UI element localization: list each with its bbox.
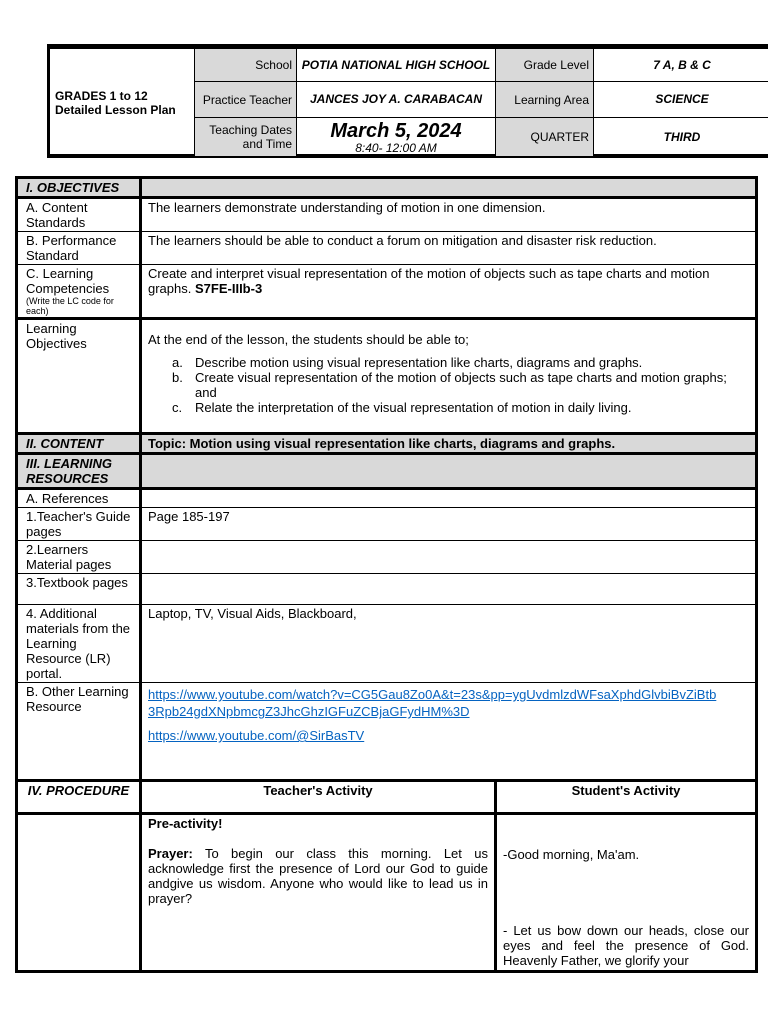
references-value — [141, 489, 757, 508]
competencies-code: S7FE-IIIb-3 — [195, 281, 263, 296]
lesson-plan-header — [47, 44, 768, 158]
list-item: b. Create visual representation of the motion of objects such as tape charts and motion graphs; and — [172, 370, 727, 400]
teacher-label: Practice Teacher — [195, 82, 297, 118]
learners-material-label: 2.Learners Material pages — [17, 541, 141, 574]
content-standards-label: A. Content Standards — [17, 198, 141, 232]
other-resource-cell — [141, 683, 757, 781]
student-activity-header: Student's Activity — [496, 781, 757, 814]
textbook-value — [141, 574, 757, 605]
procedure-empty-cell — [17, 814, 141, 972]
grades-subtitle: Detailed Lesson Plan — [55, 102, 176, 117]
other-resource-label: B. Other Learning Resource — [17, 683, 141, 781]
procedure-heading: IV. PROCEDURE — [17, 781, 141, 814]
quarter-value: THIRD — [594, 118, 768, 157]
competencies-text: Create and interpret visual representation of the motion of objects such as tape charts and motion graphs. — [148, 266, 710, 296]
teacher-activity-cell — [141, 814, 496, 972]
teaching-time: 8:40- 12:00 AM — [355, 140, 437, 155]
pre-activity-heading: Pre-activity! — [148, 816, 223, 831]
grade-level-value: 7 A, B & C — [594, 49, 768, 82]
teacher-value: JANCES JOY A. CARABACAN — [297, 82, 496, 118]
competencies-cell — [141, 265, 757, 319]
teaching-date-cell — [297, 118, 496, 157]
quarter-label: QUARTER — [496, 118, 594, 157]
content-topic: Topic: Motion using visual representation like charts, diagrams and graphs. — [141, 434, 757, 454]
resources-heading-fill — [141, 454, 757, 489]
learning-objectives-list — [148, 355, 749, 415]
objectives-heading: I. OBJECTIVES — [17, 178, 141, 198]
list-item: a. Describe motion using visual representation like charts, diagrams and graphs. — [172, 355, 643, 370]
prayer-label: Prayer: — [148, 846, 193, 861]
teaching-date: March 5, 2024 — [330, 119, 462, 142]
learning-objectives-label: Learning Objectives — [17, 319, 141, 434]
prayer-text: To begin our class this morning. Let us acknowledge first the presence of Lord our God to guide andgive us wisdom. Anyone who would like to lead us in prayer? — [148, 846, 488, 906]
student-reply-greeting: -Good morning, Ma'am. — [503, 847, 640, 862]
resources-heading: III. LEARNING RESOURCES — [17, 454, 141, 489]
performance-label: B. Performance Standard — [17, 232, 141, 265]
textbook-label: 3.Textbook pages — [17, 574, 141, 605]
objectives-heading-fill — [141, 178, 757, 198]
school-label: School — [195, 49, 297, 82]
grades-title-cell — [50, 49, 195, 157]
competencies-label: C. Learning Competencies — [26, 266, 110, 296]
content-heading: II. CONTENT — [17, 434, 141, 454]
grade-level-label: Grade Level — [496, 49, 594, 82]
competencies-note: (Write the LC code for each) — [26, 296, 114, 316]
learning-area-value: SCIENCE — [594, 82, 768, 118]
student-reply-prayer: - Let us bow down our heads, close our eyes and feel the presence of God. Heavenly Father, we glorify your — [503, 923, 749, 968]
learning-objectives-cell — [141, 319, 757, 434]
learning-area-label: Learning Area — [496, 82, 594, 118]
student-activity-cell — [496, 814, 757, 972]
teachers-guide-label: 1.Teacher's Guide pages — [17, 508, 141, 541]
lesson-plan-body — [15, 176, 757, 973]
school-value: POTIA NATIONAL HIGH SCHOOL — [297, 49, 496, 82]
list-item: c. Relate the interpretation of the visual representation of motion in daily living. — [172, 400, 632, 415]
references-label: A. References — [17, 489, 141, 508]
competencies-label-cell — [17, 265, 141, 319]
youtube-channel-link[interactable]: https://www.youtube.com/@SirBasTV — [148, 728, 365, 743]
learners-material-value — [141, 541, 757, 574]
grades-title: GRADES 1 to 12 — [55, 88, 148, 103]
performance-value: The learners should be able to conduct a forum on mitigation and disaster risk reduction. — [141, 232, 757, 265]
learning-objectives-intro: At the end of the lesson, the students should be able to; — [148, 332, 469, 347]
teachers-guide-value: Page 185-197 — [141, 508, 757, 541]
additional-materials-value: Laptop, TV, Visual Aids, Blackboard, — [141, 605, 757, 683]
teacher-activity-header: Teacher's Activity — [141, 781, 496, 814]
additional-materials-label: 4. Additional materials from the Learning Resource (LR) portal. — [17, 605, 141, 683]
youtube-video-link[interactable]: https://www.youtube.com/watch?v=CG5Gau8Zo0A&t=23s&pp=ygUvdmlzdWFsaXphdGlvbiBvZiBtb3Rpb24gdXNpbmcgZ3JhcGhzIGFuZCBjaGFydHM%3D — [148, 687, 717, 719]
teaching-dates-label: Teaching Dates and Time — [195, 118, 297, 157]
content-standards-value: The learners demonstrate understanding of motion in one dimension. — [141, 198, 757, 232]
